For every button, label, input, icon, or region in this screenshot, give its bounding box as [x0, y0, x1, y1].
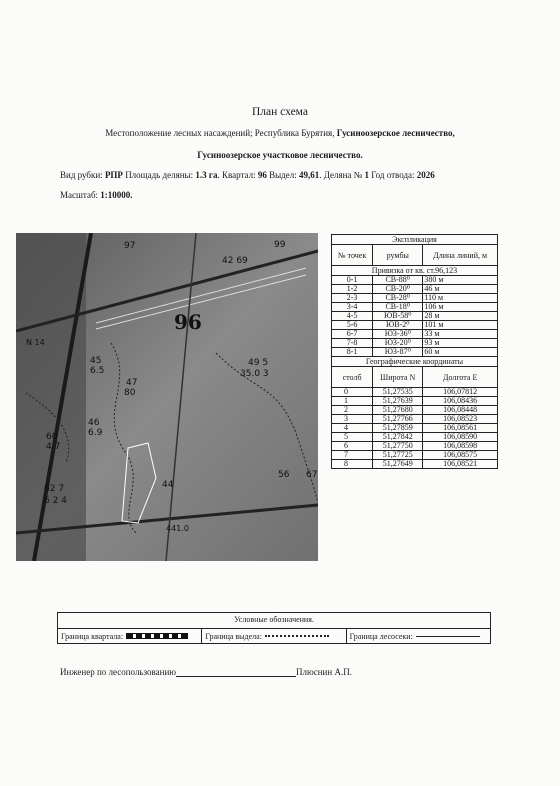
bearing-direction: ЮВ-58⁰	[373, 312, 423, 321]
coordinate-lon: 106,08448	[423, 406, 498, 415]
coordinate-row	[332, 460, 498, 469]
legend-cutting	[347, 629, 490, 643]
bearing-points: 3-4	[332, 303, 373, 312]
coordinate-lat: 51,27766	[373, 415, 423, 424]
legend-row	[58, 628, 490, 643]
map-label-60: 60	[46, 432, 58, 442]
coordinate-lat: 51,27649	[373, 460, 423, 469]
bearing-points: 6-7	[332, 330, 373, 339]
bearing-length: 110 м	[423, 294, 498, 303]
coordinate-lat: 51,27725	[373, 451, 423, 460]
bearing-direction: ЮЗ-36⁰	[373, 330, 423, 339]
quarter-value: 96	[257, 170, 267, 180]
scale-line	[60, 190, 360, 200]
district-line	[0, 150, 560, 160]
bearing-points: 1-2	[332, 285, 373, 294]
map-label-62-7: 62 7	[44, 484, 65, 494]
bearing-points: 2-3	[332, 294, 373, 303]
year-value: 2026	[416, 170, 435, 180]
vydel-boundary-symbol	[265, 635, 329, 637]
district-name: Гусиноозерское участковое лесничество.	[197, 150, 363, 160]
location-prefix: Местоположение лесных насаждений; Республика Бурятия,	[105, 128, 337, 138]
map-label-n14: N 14	[26, 338, 45, 347]
legend-vydel-label: Граница выдела:	[205, 631, 262, 641]
coordinate-post: 4	[332, 424, 373, 433]
bearing-length: 28 м	[423, 312, 498, 321]
coordinate-lat: 51,27842	[373, 433, 423, 442]
bearing-direction: СВ-28⁰	[373, 294, 423, 303]
header-length: Длина линий, м	[423, 245, 498, 266]
cut-type-value: РПР	[104, 170, 123, 180]
bearing-length: 93 м	[423, 339, 498, 348]
bearing-length: 33 м	[423, 330, 498, 339]
map-label-35-0: 35.0 3	[240, 369, 269, 379]
coordinate-rows	[332, 388, 498, 469]
map-label-67: 67	[306, 470, 318, 480]
explication-table	[331, 234, 498, 469]
cutting-boundary-symbol	[416, 636, 480, 637]
scale-label: Масштаб:	[60, 190, 101, 200]
bearing-direction: СВ-88⁰	[373, 276, 423, 285]
map-label-4-7: 4.7	[46, 442, 61, 452]
area-value: 1.3 га	[195, 170, 218, 180]
legend-title: Условные обозначения.	[234, 615, 314, 624]
legend-quarter	[58, 629, 202, 643]
coordinate-lon: 106,08436	[423, 397, 498, 406]
map-label-44: 44	[162, 480, 174, 490]
legend	[57, 612, 491, 644]
coordinate-post: 6	[332, 442, 373, 451]
coordinate-lat: 51,27859	[373, 424, 423, 433]
forest-map	[16, 233, 318, 561]
explication-caption: Экспликация	[332, 235, 498, 245]
forest-map-svg	[16, 233, 318, 561]
bearing-points: 4-5	[332, 312, 373, 321]
coordinate-post: 0	[332, 388, 373, 397]
map-label-6-5: 6.5	[90, 366, 105, 376]
coordinate-post: 3	[332, 415, 373, 424]
map-label-49-5: 49 5	[248, 358, 269, 368]
cut-type-label: Вид рубки:	[60, 170, 105, 180]
geo-caption: Географические координаты	[332, 357, 498, 367]
engineer-line	[60, 667, 520, 677]
quarter-boundary-symbol	[126, 633, 188, 639]
bearing-length: 46 м	[423, 285, 498, 294]
coordinate-post: 7	[332, 451, 373, 460]
coordinate-lon: 106,08590	[423, 433, 498, 442]
map-label-99: 99	[274, 240, 286, 250]
bearing-length: 106 м	[423, 303, 498, 312]
legend-vydel	[202, 629, 346, 643]
map-label-47: 47	[126, 378, 138, 388]
bearing-direction: СВ-20⁰	[373, 285, 423, 294]
bearing-direction: ЮЗ-87⁰	[373, 348, 423, 357]
bearing-length: 60 м	[423, 348, 498, 357]
map-dark-band	[16, 233, 86, 561]
page-title: План схема	[251, 106, 308, 118]
map-label-6-9: 6.9	[88, 428, 103, 438]
details-line	[60, 170, 530, 180]
bearing-points: 8-1	[332, 348, 373, 357]
legend-quarter-label: Граница квартала:	[61, 631, 124, 641]
plot-label: . Деляна №	[319, 170, 365, 180]
map-label-45: 45	[90, 356, 102, 366]
geo-header-lon: Долгота E	[423, 367, 498, 388]
map-label-46: 46	[88, 418, 100, 428]
binding-row: Привязка от кв. ст.96,123	[332, 266, 498, 276]
legend-cutting-label: Граница лесосеки:	[349, 631, 413, 641]
coordinate-post: 8	[332, 460, 373, 469]
coordinate-lon: 106,08598	[423, 442, 498, 451]
geo-header-lat: Широта N	[373, 367, 423, 388]
coordinate-lon: 106,07812	[423, 388, 498, 397]
coordinate-lat: 51,27639	[373, 397, 423, 406]
geo-header-post: столб	[332, 367, 373, 388]
quarter-number: 96	[174, 310, 202, 334]
bearing-points: 5-6	[332, 321, 373, 330]
quarter-label: . Квартал:	[217, 170, 258, 180]
map-label-56: 56	[278, 470, 290, 480]
bearing-points: 7-8	[332, 339, 373, 348]
coordinate-lat: 51,27680	[373, 406, 423, 415]
coordinate-lat: 51,27750	[373, 442, 423, 451]
map-label-97: 97	[124, 241, 136, 251]
signature-line	[176, 667, 296, 677]
bearing-direction: ЮЗ-20⁰	[373, 339, 423, 348]
vydel-label: Выдел:	[266, 170, 299, 180]
year-label: Год отвода:	[368, 170, 417, 180]
map-label-80: 80	[124, 388, 136, 398]
vydel-value: 49,61	[298, 170, 320, 180]
engineer-label: Инженер по лесопользованию	[60, 667, 177, 677]
coordinate-post: 1	[332, 397, 373, 406]
header-points: № точек	[332, 245, 373, 266]
coordinate-post: 5	[332, 433, 373, 442]
forestry-name: Гусиноозерское лесничество,	[336, 128, 455, 138]
coordinate-lon: 106,08561	[423, 424, 498, 433]
map-label-441: 441.0	[166, 524, 189, 533]
bearing-length: 101 м	[423, 321, 498, 330]
coordinate-lon: 106,08521	[423, 460, 498, 469]
scale-value: 1:10000.	[100, 190, 133, 200]
bearing-points: 0-1	[332, 276, 373, 285]
location-line	[0, 128, 560, 138]
bearing-length: 380 м	[423, 276, 498, 285]
coordinate-post: 2	[332, 406, 373, 415]
area-label: Площадь деляны:	[122, 170, 196, 180]
bearing-direction: СВ-18⁰	[373, 303, 423, 312]
coordinate-lon: 106,08523	[423, 415, 498, 424]
map-label-42-69: 42 69	[222, 256, 248, 266]
plot-value: 1	[364, 170, 369, 180]
bearing-rows	[332, 276, 498, 357]
header-bearing: румбы	[373, 245, 423, 266]
coordinate-lon: 106,08575	[423, 451, 498, 460]
bearing-direction: ЮВ-2⁰	[373, 321, 423, 330]
coordinate-lat: 51,27535	[373, 388, 423, 397]
engineer-name: Плюснин А.П.	[296, 667, 352, 677]
bearing-row	[332, 348, 498, 357]
map-label-6-2-4: 6 2 4	[44, 496, 67, 506]
